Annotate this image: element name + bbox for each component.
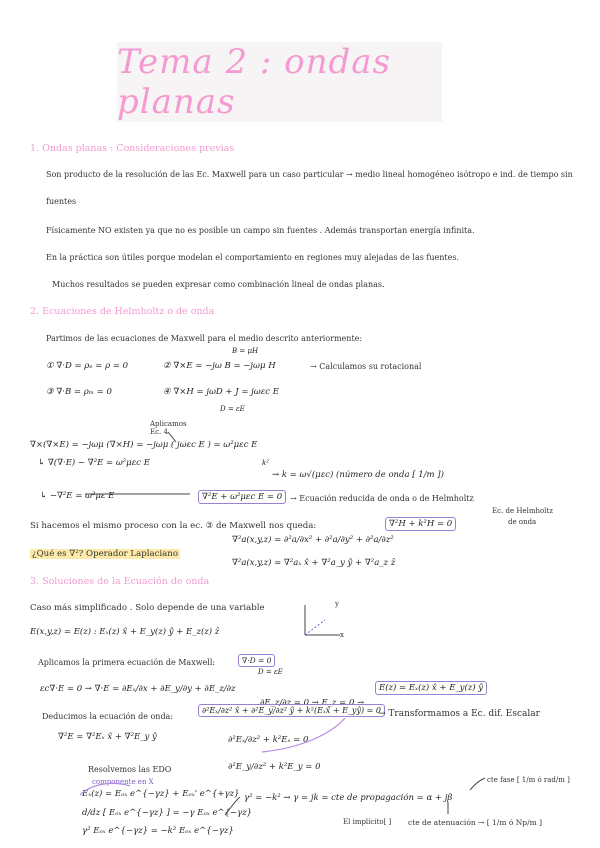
phase-constant-note: cte fase [ 1/m ó rad/m ] (487, 776, 570, 784)
derivative-step-1: d/dz [ Eₒₓ e^{−γz} ] = −γ Eₒₓ e^{−γz} (82, 808, 253, 818)
axis-x-label: x (340, 631, 344, 639)
explicit-note: El implícito[ ] (343, 818, 392, 826)
h-field-intro: Si hacemos el mismo proceso con la ec. ③ de Maxwell nos queda: (30, 521, 317, 531)
section1-paragraph-4: Muchos resultados se pueden expresar como combinación lineal de ondas planas. (52, 280, 385, 289)
k-squared-label: k² (262, 459, 270, 467)
attenuation-note: cte de atenuación → [ 1/m ó Np/m ] (408, 818, 543, 827)
maxwell-eq-2-above: B = μH (232, 347, 259, 355)
wave-eq-components: ∂²Eₓ/∂z² x̂ + ∂²E_y/∂z² ŷ + k²(Eₓx̂ + E_yŷ) = 0 (198, 704, 385, 717)
maxwell-eq-1: ① ∇·D = ρₑ = ρ = 0 (46, 361, 129, 371)
maxwell-eq-4-below: D = εE (220, 405, 245, 413)
maxwell-d-def: D = εE (258, 668, 283, 676)
section1-paragraph-1: Son producto de la resolución de las Ec. Maxwell para un caso particular → medio lineal homogéneo isótropo e ind. de tiempo sin (46, 170, 573, 179)
component-x-note: componente en X (92, 778, 154, 786)
section3-intro: Caso más simplificado . Solo depende de una variable (30, 603, 265, 613)
laplacian-question: ¿Qué es ∇²? Operador Laplaciano (32, 549, 178, 559)
section2-heading: 2. Ecuaciones de Helmholtz o de onda (30, 306, 215, 317)
axis-y-label: y (335, 600, 339, 608)
reduced-wave-equation: ∇²E + ω²μεc E = 0 (198, 490, 286, 504)
helmholtz-note-b: de onda (508, 518, 537, 526)
divergence-result: ∂E_z/∂z = 0 → E_z = 0 → (260, 698, 365, 708)
section1-paragraph-1b: fuentes (46, 197, 77, 206)
axis-diagonal (305, 620, 325, 635)
deduce-note: Deducimos la ecuación de onda: (42, 712, 174, 721)
phase-arrow (470, 778, 485, 790)
field-definition: E(x,y,z) = E(z) : Eₓ(z) x̂ + E_y(z) ŷ + E_z(z) ẑ (30, 627, 220, 637)
field-reduced: E(z) = Eₓ(z) x̂ + E_y(z) ŷ (375, 681, 487, 695)
section1-paragraph-3: En la práctica son útiles porque modelan el comportamiento en regiones muy alejadas de las fuentes. (46, 253, 459, 262)
section1-heading: 1. Ondas planas : Consideraciones previas (30, 143, 235, 154)
maxwell-eq-4: ④ ∇×H = jωD + J = jωεc E (163, 387, 279, 397)
maxwell-first-note: Aplicamos la primera ecuación de Maxwell: (38, 658, 216, 667)
scalar-eq-x: ∂²Eₓ/∂z² + k²Eₓ = 0 (228, 735, 309, 745)
apply-eq4-note: Aplicamos Ec. 4 (150, 420, 187, 436)
laplacian-vector: ∇²a(x,y,z) = ∇²aₓ x̂ + ∇²a_y ŷ + ∇²a_z ẑ (232, 558, 396, 568)
identity-line: ↳ ∇(∇·E) − ∇²E = ω²μεc E (38, 458, 150, 468)
divergence-line: εc∇·E = 0 → ∇·E = ∂Eₓ/∂x + ∂E_y/∂y + ∂E_z/∂z (40, 684, 236, 694)
section3-heading: 3. Soluciones de la Ecuación de onda (30, 576, 210, 587)
solve-edo-note: Resolvemos las EDO (88, 765, 172, 774)
laplacian-components: ∇²E = ∇²Eₓ x̂ + ∇²E_y ŷ (58, 732, 157, 742)
section2-intro: Partimos de las ecuaciones de Maxwell para el medio descrito anteriormente: (46, 334, 363, 343)
axes-sketch (305, 605, 340, 635)
transform-note: → Transformamos a Ec. dif. Escalar (378, 709, 540, 719)
scalar-eq-y: ∂²E_y/∂z² + k²E_y = 0 (228, 762, 321, 772)
maxwell-eq-2: ② ∇×E = −jω B = −jωμ H (163, 361, 276, 371)
edo-solution: Eₓ(z) = Eₒₓ e^{−γz} + Eₒₓ' e^{+γz} (82, 789, 240, 799)
laplacian-scalar: ∇²a(x,y,z) = ∂²a/∂x² + ∂²a/∂y² + ∂²a/∂z² (232, 535, 394, 545)
reduced-wave-note: → Ecuación reducida de onda o de Helmholtz (290, 494, 474, 503)
propagation-constant: γ² = −k² → γ = jk = cte de propagación = α + jβ (244, 793, 453, 803)
maxwell-eq-3: ③ ∇·B = ρₘ = 0 (46, 387, 112, 397)
curl-line: ∇×(∇×E) = −jωμ (∇×H) = −jωμ ( jωεc E ) = ω²μεc E (30, 440, 258, 450)
maxwell-divergence: ∇·D = 0 (238, 654, 275, 667)
h-field-helmholtz: ∇²H + k²H = 0 (385, 517, 456, 531)
helmholtz-note-a: Ec. de Helmholtz (492, 507, 553, 515)
derivative-step-2: γ² Eₒₓ e^{−γz} = −k² Eₒₓ e^{−γz} (82, 826, 234, 836)
page-title: Tema 2 : ondas planas (117, 42, 392, 122)
reduced-lhs: ↳ −∇²E = ω²με E (40, 491, 115, 501)
section1-paragraph-2: Físicamente NO existen ya que no es posible un campo sin fuentes . Además transportan energía infinita. (46, 226, 475, 235)
wavenumber-definition: → k = ω√(μεc) (número de onda [ 1/m ]) (272, 470, 444, 480)
maxwell-eq-2-note: → Calculamos su rotacional (310, 362, 422, 371)
